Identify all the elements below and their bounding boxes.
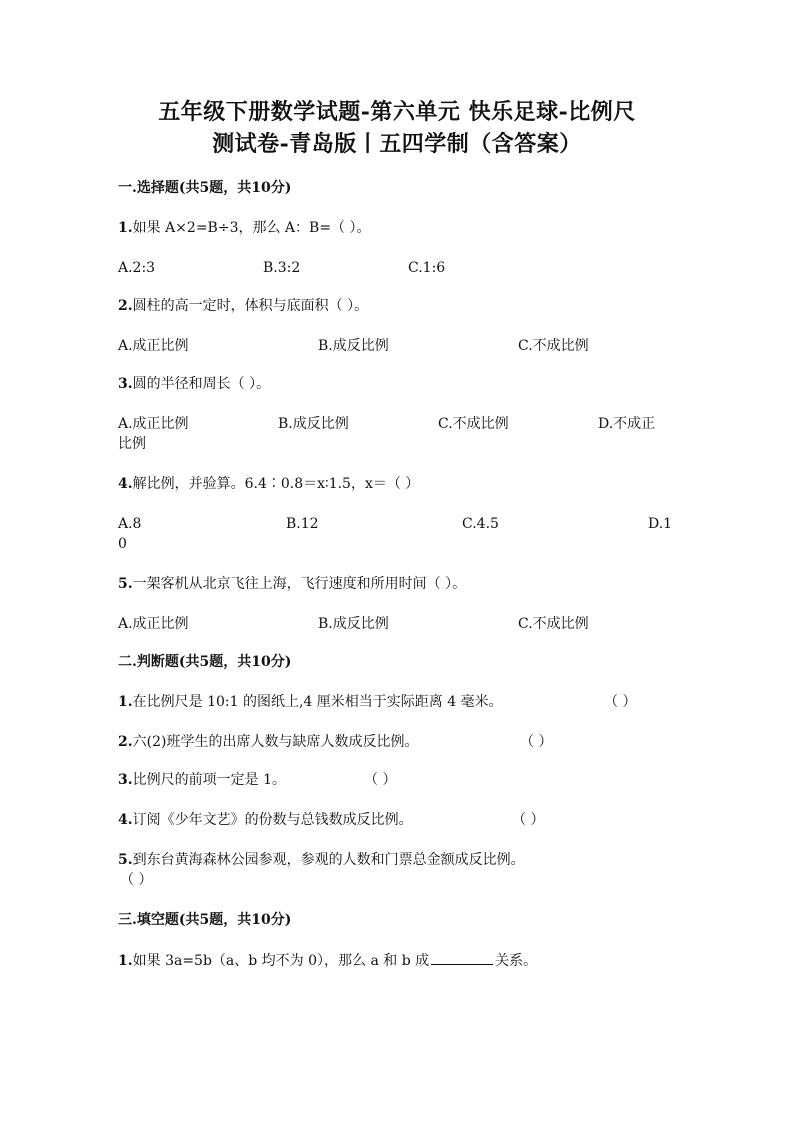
question-text: 比例尺的前项一定是 1。	[132, 772, 286, 788]
q2-option-a[interactable]: A.成正比例	[118, 338, 189, 354]
question-text: 到东台黄海森林公园参观，参观的人数和门票总金额成反比例。	[132, 852, 525, 868]
tf-answer-blank-3[interactable]: （ ）	[364, 772, 397, 788]
q4-option-b[interactable]: B.12	[286, 516, 319, 532]
question-number: 1.	[118, 220, 133, 236]
tf-answer-blank-1[interactable]: （ ）	[604, 694, 637, 710]
tf-question-4	[118, 810, 413, 830]
q5-option-c[interactable]: C.不成比例	[518, 616, 589, 632]
section-3-heading: 三.填空题(共5题，共10分)	[118, 912, 292, 928]
question-text: 一架客机从北京飞往上海，飞行速度和所用时间（ ）。	[132, 576, 467, 592]
q3-option-c[interactable]: C.不成比例	[438, 416, 509, 432]
question-number: 3.	[118, 772, 133, 788]
q3-option-d-wrap: 比例	[118, 436, 146, 452]
tf-question-3	[118, 770, 286, 790]
q5-option-b[interactable]: B.成反比例	[318, 616, 389, 632]
q4-option-d[interactable]: D.1	[648, 516, 673, 532]
fill-question-1	[118, 950, 537, 971]
question-number: 4.	[118, 812, 133, 828]
tf-question-1	[118, 692, 503, 712]
q2-option-c[interactable]: C.不成比例	[518, 338, 589, 354]
tf-answer-blank-4[interactable]: （ ）	[512, 812, 545, 828]
mc-question-1	[118, 218, 371, 238]
question-number: 2.	[118, 298, 133, 314]
title-line-1: 五年级下册数学试题-第六单元 快乐足球-比例尺	[158, 99, 636, 125]
section-2-heading: 二.判断题(共5题，共10分)	[118, 654, 292, 670]
tf-answer-blank-5[interactable]: （ ）	[120, 872, 153, 888]
q3-option-b[interactable]: B.成反比例	[278, 416, 349, 432]
q4-option-d-wrap: 0	[118, 536, 127, 552]
question-text: 圆的半径和周长（ ）。	[132, 376, 271, 392]
question-text-after: 关系。	[495, 953, 538, 969]
question-text: 圆柱的高一定时，体积与底面积（ ）。	[132, 298, 369, 314]
q3-option-a[interactable]: A.成正比例	[118, 416, 189, 432]
question-text: 解比例，并验算。6.4∶0.8＝x∶1.5，x＝（ ）	[132, 476, 420, 492]
question-number: 1.	[118, 953, 133, 969]
q3-option-d[interactable]: D.不成正	[598, 416, 656, 432]
question-number: 5.	[118, 852, 133, 868]
mc-question-5	[118, 574, 466, 594]
question-text: 在比例尺是 10:1 的图纸上,4 厘米相当于实际距离 4 毫米。	[132, 694, 503, 710]
tf-answer-blank-2[interactable]: （ ）	[520, 734, 553, 750]
tf-question-5	[118, 850, 525, 870]
mc-question-4	[118, 474, 419, 494]
question-text: 如果 A×2=B÷3，那么 A：B=（ ）。	[132, 220, 371, 236]
fill-in-blank[interactable]	[431, 950, 493, 965]
question-number: 4.	[118, 476, 133, 492]
tf-question-2	[118, 732, 418, 752]
mc-question-3	[118, 374, 270, 394]
mc-question-2	[118, 296, 368, 316]
question-text: 六(2)班学生的出席人数与缺席人数成反比例。	[132, 734, 419, 750]
q4-option-c[interactable]: C.4.5	[462, 516, 499, 532]
q4-option-a[interactable]: A.8	[118, 516, 142, 532]
q2-option-b[interactable]: B.成反比例	[318, 338, 389, 354]
question-text-before: 如果 3a=5b（a、b 均不为 0），那么 a 和 b 成	[132, 953, 430, 969]
question-number: 3.	[118, 376, 133, 392]
question-number: 2.	[118, 734, 133, 750]
question-number: 1.	[118, 694, 133, 710]
question-number: 5.	[118, 576, 133, 592]
section-1-heading: 一.选择题(共5题，共10分)	[118, 180, 292, 196]
q5-option-a[interactable]: A.成正比例	[118, 616, 189, 632]
question-text: 订阅《少年文艺》的份数与总钱数成反比例。	[132, 812, 413, 828]
q1-option-a[interactable]: A.2:3	[118, 260, 156, 276]
q1-option-b[interactable]: B.3:2	[263, 260, 301, 276]
q1-option-c[interactable]: C.1:6	[408, 260, 446, 276]
title-line-2: 测试卷-青岛版丨五四学制（含答案）	[212, 131, 582, 157]
